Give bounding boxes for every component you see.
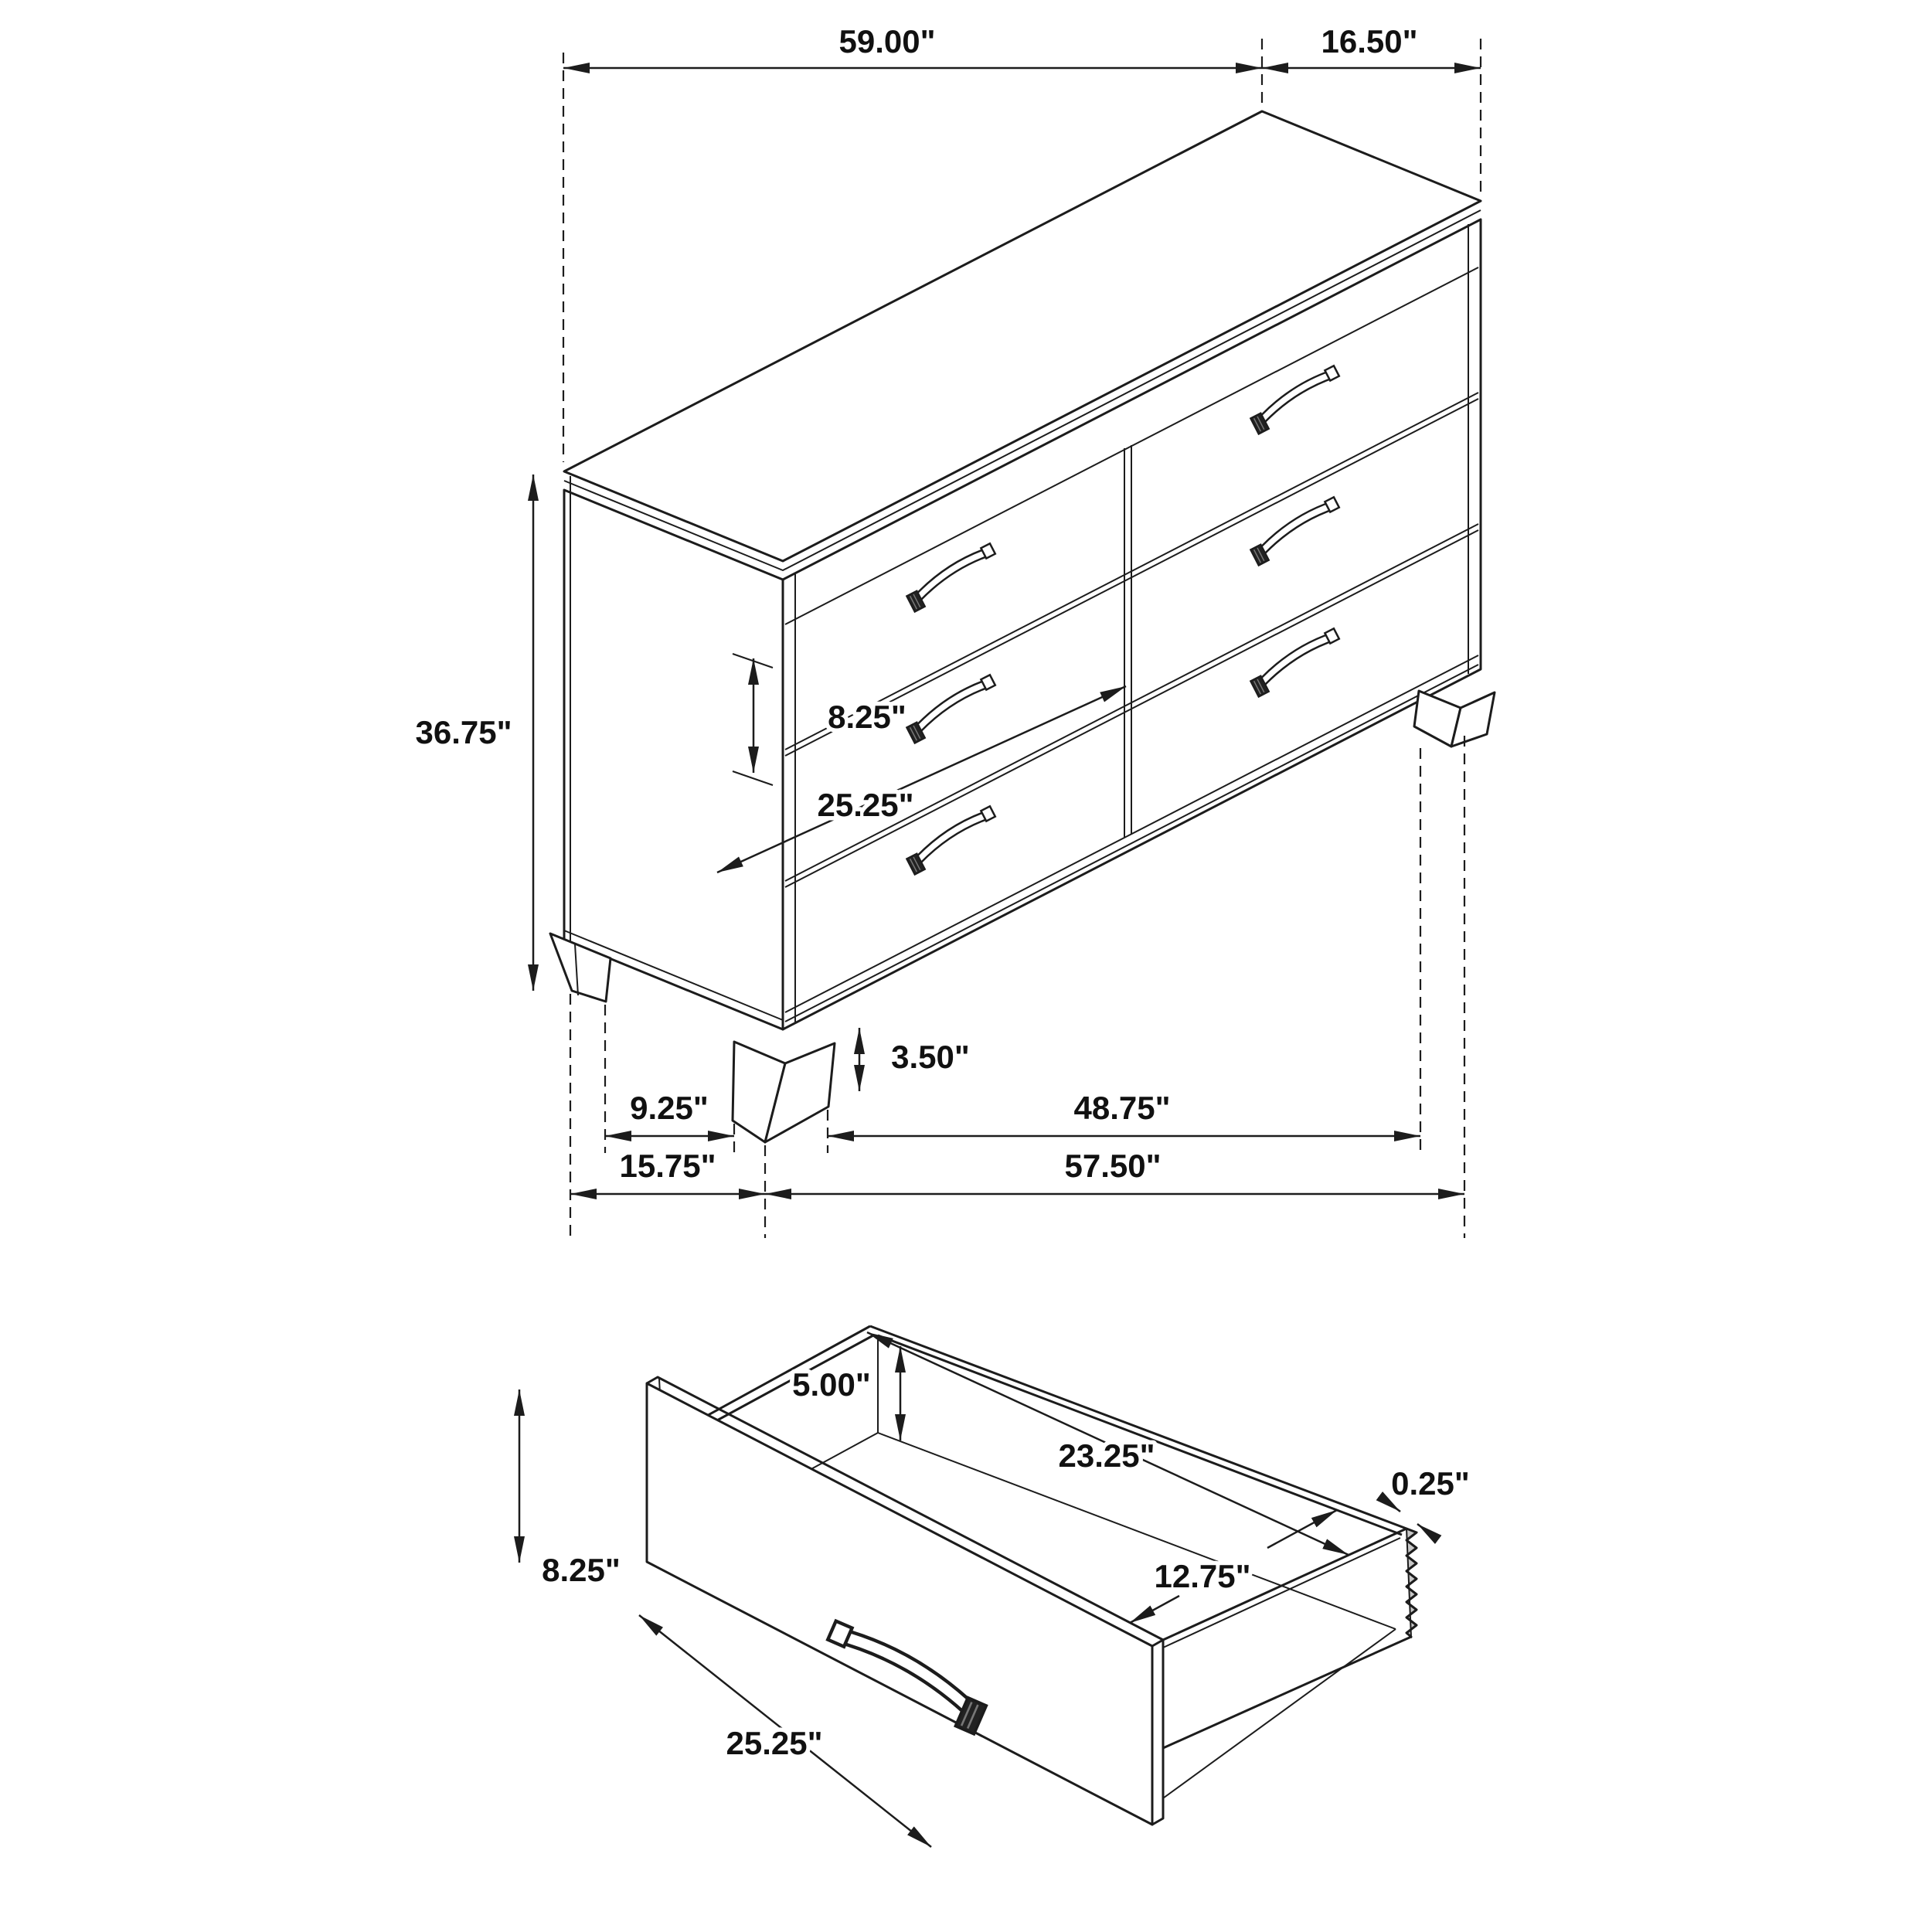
back-wall-top-edges <box>870 1326 1406 1535</box>
dim-label-base-rail-height: 3.50" <box>891 1039 970 1075</box>
dim-label-side-floor-depth: 15.75" <box>619 1148 716 1184</box>
dresser-isometric-drawing <box>550 111 1495 1142</box>
dim-label-base-front-width: 57.50" <box>1064 1148 1162 1184</box>
dim-panel-thickness <box>1382 1465 1470 1538</box>
dim-label-back-panel-height: 5.00" <box>792 1366 871 1403</box>
dim-label-leg-spacing: 9.25" <box>630 1090 709 1126</box>
dim-base-rail-height <box>859 1028 970 1091</box>
dim-front-panel-height <box>519 1389 621 1588</box>
dim-label-panel-thickness: 0.25" <box>1391 1465 1470 1502</box>
dim-label-interior-depth: 12.75" <box>1154 1558 1251 1594</box>
dim-overall-height <box>415 474 533 991</box>
dim-label-top-depth: 16.50" <box>1321 23 1418 60</box>
dim-interior-length <box>867 1332 1349 1555</box>
front-panel-end-face <box>1152 1640 1163 1825</box>
dim-label-front-width: 25.25" <box>726 1725 823 1761</box>
dresser-side-panel <box>564 490 783 1029</box>
dim-label-drawer-face-height: 8.25" <box>828 699 906 735</box>
dim-label-top-width: 59.00" <box>838 23 936 60</box>
dim-label-overall-height: 36.75" <box>415 714 512 750</box>
dim-label-front-panel-height: 8.25" <box>542 1552 621 1588</box>
dim-label-drawer-face-width: 25.25" <box>817 787 914 823</box>
dim-leg-spacing <box>605 1005 734 1153</box>
dim-label-interior-length: 23.25" <box>1058 1437 1155 1474</box>
dim-label-front-leg-span: 48.75" <box>1073 1090 1171 1126</box>
